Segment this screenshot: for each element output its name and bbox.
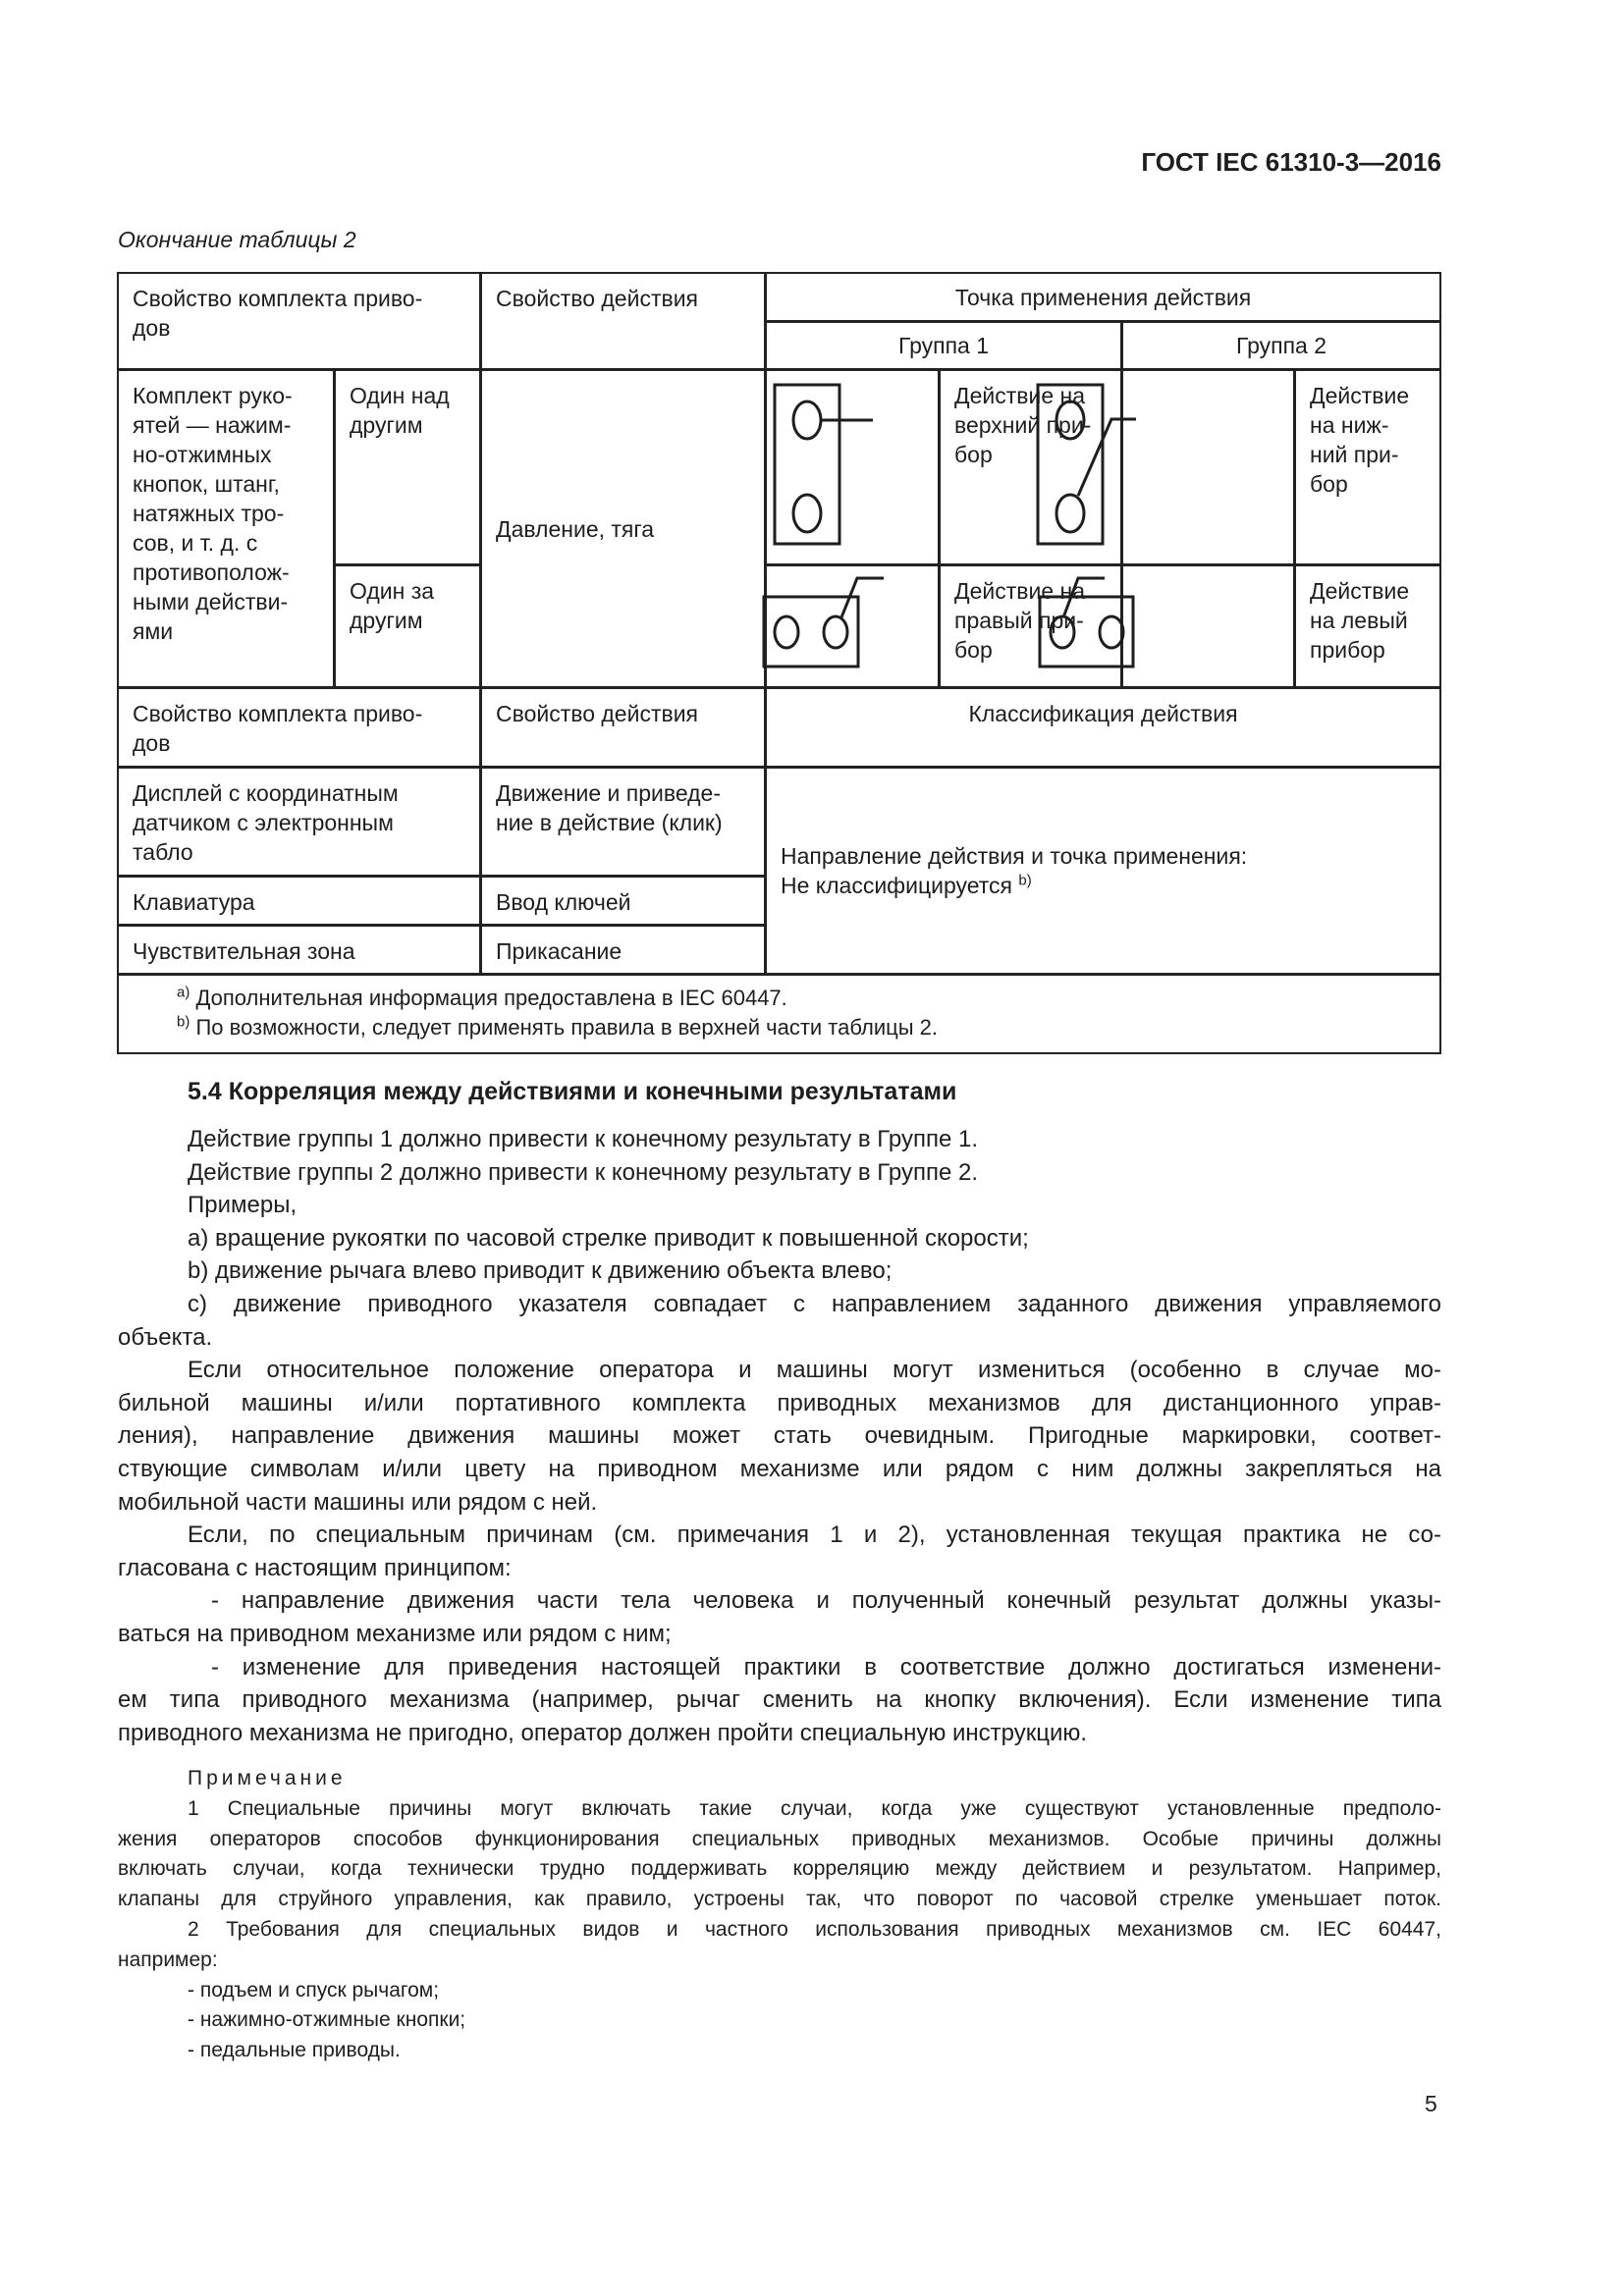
header-application-point: Точка применения действия [765, 272, 1441, 322]
document-code: ГОСТ IEC 61310-3—2016 [1141, 147, 1441, 177]
footnote-mark-b: b) [177, 1013, 190, 1031]
list-item-a: a) вращение рукоятки по часовой стрелке приводит к повышенной скорости; [188, 1224, 1029, 1252]
body-line: мобильной части машины или рядом с ней. [118, 1488, 598, 1516]
note-dash-item: - педальные приводы. [188, 2039, 401, 2062]
note-line: 1 Специальные причины могут включать такие случаи, когда уже существуют установленные предполо- [188, 1796, 1441, 1820]
body-line: приводного механизма не пригодно, оператор должен пройти специальную инструкцию. [118, 1719, 1088, 1746]
diagram-cell-upper [765, 369, 940, 565]
footnote-a: Дополнительная информация предоставлена в IEC 60447. [195, 986, 787, 1010]
section-heading: 5.4 Корреляция между действиями и конечными результатами [188, 1078, 957, 1105]
cell-classification [765, 767, 1441, 975]
cell-display: Дисплей с координатным датчиком с электронным табло [117, 767, 481, 877]
diagram-cell-right [765, 564, 940, 688]
note-line: клапаны для струйного управления, как правило, устроены так, что поворот по часовой стрелке уменьшает поток. [118, 1888, 1441, 1911]
footnote-ref-b: b) [1018, 872, 1032, 889]
cell-sensitive-zone: Чувствительная зона [117, 925, 481, 975]
body-line: ем типа приводного механизма (например, рычаг сменить на кнопку включения). Если изменение типа [118, 1686, 1441, 1714]
cell-action-lower: Действие на ниж- ний при- бор [1294, 369, 1441, 565]
cell-display-action: Движение и приведе- ние в действие (клик) [480, 767, 766, 877]
dash-item: - направление движения части тела человека и полученный конечный результат должны указы- [211, 1587, 1441, 1615]
diagram-cell-lower [1121, 369, 1295, 565]
page-number: 5 [1425, 2091, 1437, 2116]
list-item-c: c) движение приводного указателя совпадает с направлением заданного движения управляемого [188, 1290, 1441, 1317]
classification-line-1: Направление действия и точка применения: [781, 843, 1248, 869]
body-line: бильной машины и/или портативного комплекта приводных механизмов для дистанционного управ- [118, 1389, 1441, 1416]
body-line: Действие группы 2 должно привести к конечному результату в Группе 2. [188, 1158, 979, 1186]
note-dash-item: - подъем и спуск рычагом; [188, 1978, 440, 2002]
header-set-property: Свойство комплекта приво- дов [117, 272, 481, 370]
note-line: жения операторов способов функционирования специальных приводных механизмов. Особые причины должны [118, 1827, 1441, 1850]
cell-pressure-pull [480, 369, 766, 688]
pressure-pull-text: Давление, тяга [496, 515, 655, 542]
body-line: Действие группы 1 должно привести к конечному результату в Группе 1. [188, 1126, 979, 1152]
cell-keyboard: Клавиатура [117, 876, 481, 926]
cell-action-right: Действие на правый при- бор [939, 564, 1122, 688]
footnote-mark-a: a) [177, 984, 190, 1001]
note-block [118, 1764, 1441, 2066]
body-line: гласована с настоящим принципом: [118, 1554, 512, 1581]
body-line: Если относительное положение оператора и машины могут измениться (особенно в случае мо- [188, 1357, 1441, 1384]
note-line: например: [118, 1948, 218, 1971]
body-line: ваться на приводном механизме или рядом с ним; [118, 1620, 672, 1647]
body-line: Примеры, [188, 1192, 298, 1219]
list-item-b: b) движение рычага влево приводит к движению объекта влево; [188, 1257, 893, 1285]
body-line: Если, по специальным причинам (см. примечания 1 и 2), установленная текущая практика не со- [188, 1522, 1441, 1549]
header-group-2: Группа 2 [1121, 321, 1441, 370]
note-line: включать случаи, когда технически трудно поддерживать корреляцию между действием и результатом. Например, [118, 1857, 1441, 1881]
footnote-b: По возможности, следует применять правила в верхней части таблицы 2. [195, 1015, 938, 1040]
cell-keyboard-action: Ввод ключей [480, 876, 766, 926]
classification-line-2: Не классифицируется [781, 873, 1012, 898]
dash-item: - изменение для приведения настоящей практики в соответствие должно достигаться изменени- [211, 1653, 1441, 1681]
body-line: ствующие символам и/или цвету на приводном механизме или рядом с ним должны закрепляться на [118, 1455, 1441, 1482]
table-footnotes [117, 974, 1441, 1054]
section-body [118, 1123, 1441, 1749]
table-caption: Окончание таблицы 2 [118, 227, 356, 252]
header2-set-property: Свойство комплекта приво- дов [117, 687, 481, 768]
body-line: объекта. [118, 1323, 213, 1351]
cell-action-upper: Действие на верхний при- бор [939, 369, 1122, 565]
header2-action-property: Свойство действия [480, 687, 766, 768]
cell-one-after-other: Один за другим [334, 564, 481, 688]
body-line: ления), направление движения машины может стать очевидным. Пригодные маркировки, соответ- [118, 1422, 1441, 1450]
cell-sensitive-action: Прикасание [480, 925, 766, 975]
cell-one-over-other: Один над другим [334, 369, 481, 565]
cell-set-handles: Комплект руко- ятей — нажим- но-отжимных кнопок, штанг, натяжных тро- сов, и т. д. с противополож- ными действи- ями [117, 369, 335, 688]
cell-action-left: Действие на левый прибор [1294, 564, 1441, 688]
note-line: 2 Требования для специальных видов и частного использования приводных механизмов см. IEC 60447, [188, 1917, 1441, 1941]
note-title: Примечание [188, 1767, 347, 1789]
note-dash-item: - нажимно-отжимные кнопки; [188, 2008, 466, 2032]
header2-classification: Классификация действия [765, 687, 1441, 768]
header-action-property: Свойство действия [480, 272, 766, 370]
diagram-cell-left [1121, 564, 1295, 688]
header-group-1: Группа 1 [765, 321, 1122, 370]
